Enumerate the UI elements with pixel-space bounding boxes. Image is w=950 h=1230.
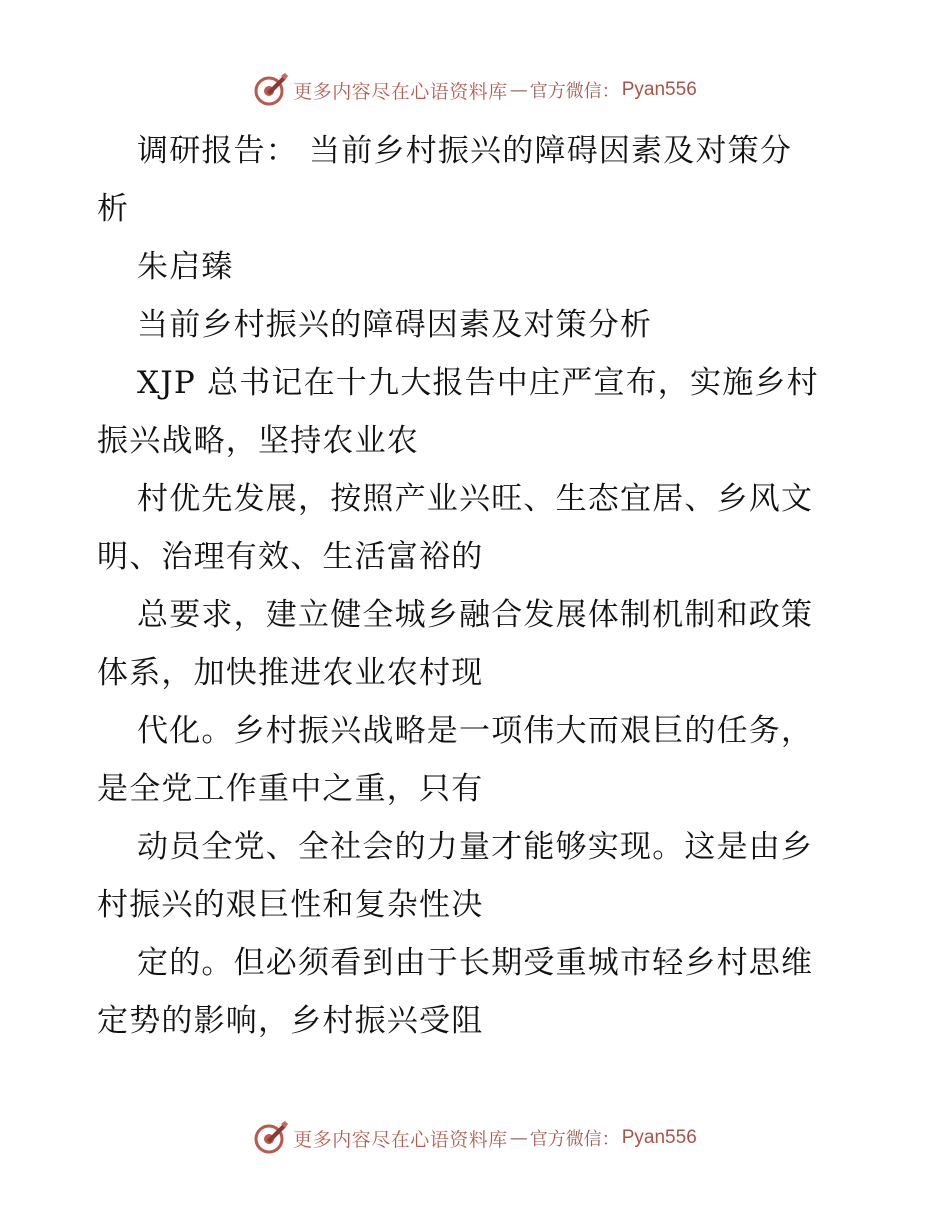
text-line: 振兴战略，坚持农业农 [97, 423, 419, 459]
watermark-separator: — [509, 1127, 528, 1149]
text-line: 村优先发展，按照产业兴旺、生态宜居、乡风文 [137, 481, 814, 517]
text-line: 是全党工作重中之重，只有 [97, 771, 484, 807]
text-line: 总要求，建立健全城乡融合发展体制机制和政策 [137, 597, 814, 633]
watermark-separator: — [509, 79, 528, 101]
text-line: 当前乡村振兴的障碍因素及对策分析 [137, 307, 653, 343]
watermark-text: 更多内容尽在心语资料库 [293, 1128, 508, 1151]
watermark-wechat-id: Pyan556 [621, 1127, 697, 1148]
pen-seal-icon [253, 72, 289, 108]
watermark-wechat-label: 官方微信： [529, 1129, 620, 1150]
text-line: 定的。但必须看到由于长期受重城市轻乡村思维 [137, 945, 814, 981]
text-line: XJP 总书记在十九大报告中庄严宣布，实施乡村 [137, 365, 819, 401]
text-line: 村振兴的艰巨性和复杂性决 [97, 887, 484, 923]
watermark-text: 更多内容尽在心语资料库 [293, 80, 508, 103]
pen-seal-icon [253, 1120, 289, 1156]
text-line: 析 [97, 191, 130, 227]
text-line: 动员全党、全社会的力量才能够实现。这是由乡 [137, 829, 814, 865]
footer-watermark [0, 1118, 950, 1158]
text-line: 调研报告： 当前乡村振兴的障碍因素及对策分 [137, 133, 793, 169]
watermark-wechat-label: 官方微信： [529, 81, 620, 102]
watermark-wechat-id: Pyan556 [621, 79, 697, 100]
text-line: 明、治理有效、生活富裕的 [97, 539, 484, 575]
text-line: 朱启臻 [137, 249, 234, 285]
text-line: 代化。乡村振兴战略是一项伟大而艰巨的任务， [137, 713, 814, 749]
text-line: 定势的影响，乡村振兴受阻 [97, 1003, 484, 1039]
text-line: 体系，加快推进农业农村现 [97, 655, 484, 691]
document-body [97, 122, 857, 1050]
header-watermark [0, 70, 950, 110]
